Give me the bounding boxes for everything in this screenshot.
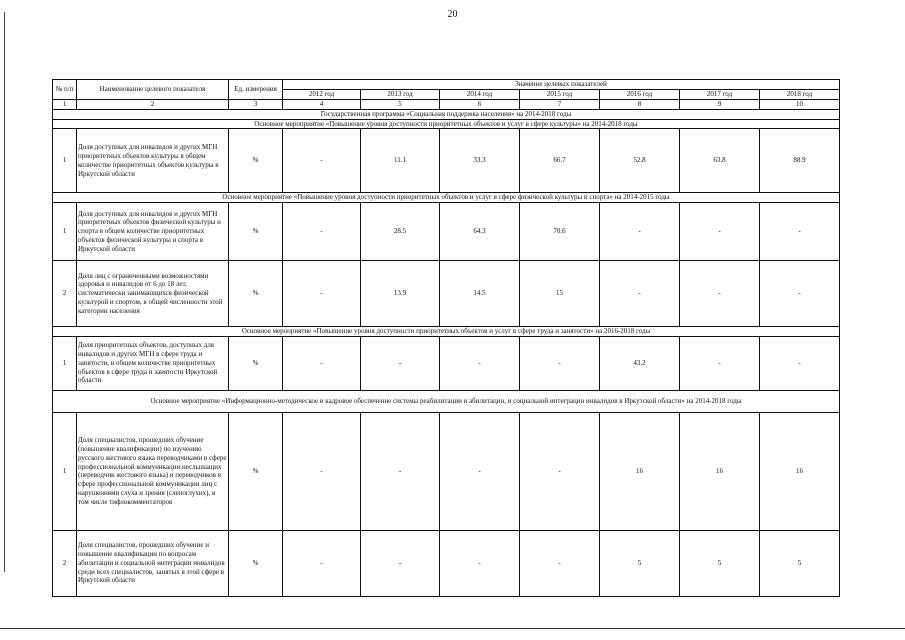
row-value: -: [520, 336, 600, 390]
row-indicator-name: Доля специалистов, прошедших обучение (повышение квалификации) по изучению русского жестового языка переводчиками в сфере профессиональной коммуникации неслышащих (переводчик жестового языка) и переводчиков в сфере профессиональной коммуникации лиц с нарушениями слуха и зрения (слепоглухих), в том числе тифлокомментаторов: [77, 412, 229, 530]
row-indicator-name: Доля приоритетных объектов, доступных для инвалидов и других МГН в сфере труда и занятости, в общем количестве приоритетных объектов в сфере труда и занятости Иркутской области: [77, 336, 229, 390]
row-value: -: [283, 203, 361, 261]
indicators-table-wrap: [52, 79, 840, 597]
row-value: 13.9: [361, 261, 440, 327]
row-value: 52.8: [600, 129, 680, 193]
row-num: 2: [53, 261, 77, 327]
section-title: Основное мероприятие «Повышение уровня доступности приоритетных объектов и услуг в сфере физической культуры и спорта» на 2014-2015 годы: [53, 193, 840, 203]
header-year: 2016 год: [600, 90, 680, 100]
row-value: -: [680, 203, 760, 261]
indicators-table: [52, 79, 840, 597]
row-value: -: [283, 336, 361, 390]
header-year: 2015 год: [520, 90, 600, 100]
row-value: -: [440, 412, 520, 530]
row-indicator-name: Доля доступных для инвалидов и других МГН приоритетных объектов физической культуры и спорта в общем количестве приоритетных объектов физической культуры и спорта в Иркутской области: [77, 203, 229, 261]
col-number: 1: [53, 100, 77, 110]
row-num: 1: [53, 336, 77, 390]
col-number: 6: [440, 100, 520, 110]
row-num: 1: [53, 203, 77, 261]
row-value: 14.5: [440, 261, 520, 327]
row-num: 2: [53, 530, 77, 596]
program-title: Государственная программа «Социальная поддержка населения» на 2014-2018 годы: [53, 109, 840, 119]
row-unit: %: [229, 336, 283, 390]
row-value: 16: [760, 412, 840, 530]
section-title-row: [53, 193, 840, 203]
row-value: 64.3: [440, 203, 520, 261]
header-row-1: [53, 80, 840, 90]
col-number: 9: [680, 100, 760, 110]
col-number: 3: [229, 100, 283, 110]
row-value: 5: [680, 530, 760, 596]
row-unit: %: [229, 203, 283, 261]
column-numbers-row: [53, 100, 840, 110]
row-value: -: [283, 129, 361, 193]
row-value: 5: [600, 530, 680, 596]
table-body: [53, 80, 840, 597]
row-value: 43.2: [600, 336, 680, 390]
col-number: 8: [600, 100, 680, 110]
row-value: -: [760, 261, 840, 327]
row-unit: %: [229, 412, 283, 530]
row-unit: %: [229, 261, 283, 327]
row-value: -: [283, 530, 361, 596]
row-value: -: [283, 412, 361, 530]
header-year: 2014 год: [440, 90, 520, 100]
page-bottom-rule: [0, 628, 905, 629]
table-row: [53, 412, 840, 530]
row-value: -: [440, 530, 520, 596]
row-value: 66.7: [520, 129, 600, 193]
table-row: [53, 203, 840, 261]
row-value: -: [600, 203, 680, 261]
col-number: 2: [77, 100, 229, 110]
row-value: 16: [680, 412, 760, 530]
header-year: 2018 год: [760, 90, 840, 100]
col-number: 4: [283, 100, 361, 110]
row-value: -: [361, 530, 440, 596]
row-value: 70.6: [520, 203, 600, 261]
table-row: [53, 336, 840, 390]
col-number: 10: [760, 100, 840, 110]
header-year: 2013 год: [361, 90, 440, 100]
row-num: 1: [53, 412, 77, 530]
row-num: 1: [53, 129, 77, 193]
page-number: 20: [447, 9, 458, 20]
section-title: Основное мероприятие «Повышение уровня доступности приоритетных объектов и услуг в сфере культуры» на 2014-2018 годы: [53, 119, 840, 129]
row-value: -: [760, 336, 840, 390]
row-value: 28.5: [361, 203, 440, 261]
row-value: -: [361, 336, 440, 390]
row-indicator-name: Доля лиц с ограниченными возможностями здоровья и инвалидов от 6 до 18 лет, систематически занимающихся физической культурой и спортом, в общей численности этой категории населения: [77, 261, 229, 327]
scan-left-edge: [4, 12, 5, 572]
row-unit: %: [229, 530, 283, 596]
row-indicator-name: Доля специалистов, прошедших обучение и повышение квалификации по вопросам абилитации и социальной интеграции инвалидов среди всех специалистов, занятых в этой сфере в Иркутской области: [77, 530, 229, 596]
col-number: 7: [520, 100, 600, 110]
header-unit: Ед. измерения: [229, 80, 283, 100]
row-value: 15: [520, 261, 600, 327]
header-num: № п/п: [53, 80, 77, 100]
row-value: 11.1: [361, 129, 440, 193]
row-value: -: [520, 530, 600, 596]
section-title: Основное мероприятие «Повышение уровня доступности приоритетных объектов и услуг в сфере труда и занятости» на 2016-2018 годы: [53, 327, 840, 337]
table-row: [53, 129, 840, 193]
table-row: [53, 261, 840, 327]
row-value: 33.3: [440, 129, 520, 193]
row-value: 5: [760, 530, 840, 596]
header-year: 2012 год: [283, 90, 361, 100]
header-values-group: Значение целевых показателей: [283, 80, 840, 90]
table-row: [53, 530, 840, 596]
row-value: 88.9: [760, 129, 840, 193]
row-value: -: [283, 261, 361, 327]
header-year: 2017 год: [680, 90, 760, 100]
section-title-row: [53, 390, 840, 412]
section-title-row: [53, 327, 840, 337]
section-title: Основное мероприятие «Информационно-методическое и кадровое обеспечение системы реабилитации и абилитации, и социальной интеграции инвалидов в Иркутской области» на 2014-2018 годы: [53, 390, 840, 412]
row-value: 16: [600, 412, 680, 530]
row-value: -: [760, 203, 840, 261]
col-number: 5: [361, 100, 440, 110]
program-title-row: [53, 109, 840, 119]
row-value: -: [600, 261, 680, 327]
row-value: -: [520, 412, 600, 530]
row-value: -: [440, 336, 520, 390]
row-value: -: [680, 261, 760, 327]
section-title-row: [53, 119, 840, 129]
row-indicator-name: Доля доступных для инвалидов и других МГН приоритетных объектов культуры в общем количестве приоритетных объектов культуры в Иркутской области: [77, 129, 229, 193]
row-value: -: [361, 412, 440, 530]
header-name: Наименование целевого показателя: [77, 80, 229, 100]
row-unit: %: [229, 129, 283, 193]
row-value: 63.8: [680, 129, 760, 193]
row-value: -: [680, 336, 760, 390]
